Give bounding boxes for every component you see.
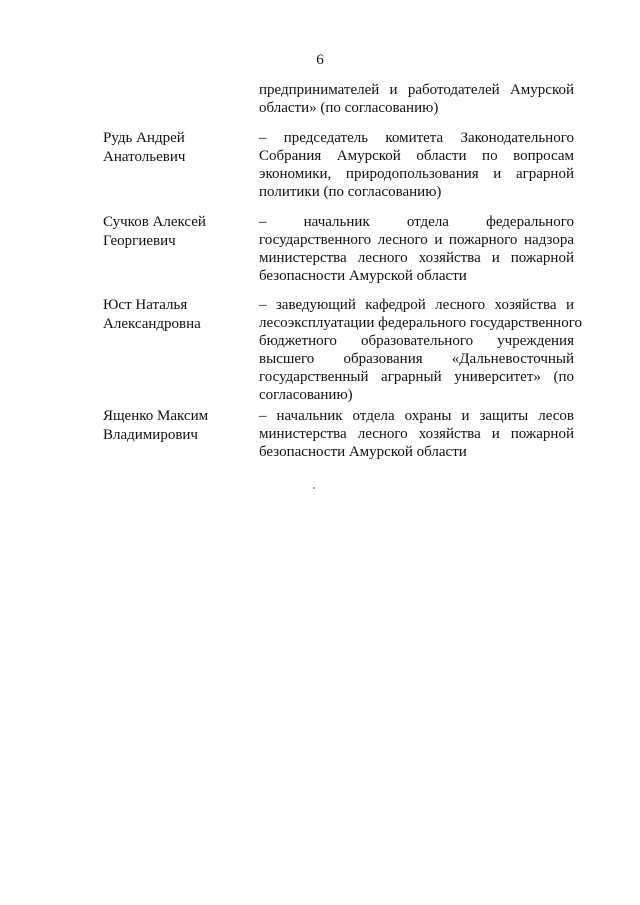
member-patronymic: Александровна: [103, 316, 201, 332]
position-line: государственного лесного и пожарного надзора: [259, 232, 574, 248]
position-line: государственный аграрный университет» (по: [259, 369, 574, 385]
position-line: политики (по согласованию): [259, 184, 442, 200]
position-line: бюджетного образовательного учреждения: [259, 333, 574, 349]
member-position: [259, 296, 582, 404]
member-name: [103, 407, 248, 445]
position-line: высшего образования «Дальневосточный: [259, 351, 574, 367]
member-surname-given: Юст Наталья: [103, 297, 188, 313]
member-surname-given: Рудь Андрей: [103, 130, 185, 146]
position-line: безопасности Амурской области: [259, 268, 467, 284]
scan-speck: [313, 487, 315, 489]
position-line: – председатель комитета Законодательного: [259, 130, 574, 146]
member-patronymic: Владимирович: [103, 427, 198, 443]
member-patronymic: Георгиевич: [103, 233, 176, 249]
member-position: [259, 129, 574, 201]
position-line: лесоэксплуатации федерального государственного: [259, 315, 582, 331]
member-position: [259, 407, 574, 461]
position-line: министерства лесного хозяйства и пожарной: [259, 250, 574, 266]
position-line: Собрания Амурской области по вопросам: [259, 148, 574, 164]
continuation-text: [259, 81, 574, 117]
position-line: министерства лесного хозяйства и пожарной: [259, 426, 574, 442]
position-line: безопасности Амурской области: [259, 444, 467, 460]
continuation-line: предпринимателей и работодателей Амурской: [259, 82, 574, 98]
position-line: – начальник отдела федерального: [259, 214, 574, 230]
position-line: – заведующий кафедрой лесного хозяйства и: [259, 297, 574, 313]
member-position: [259, 213, 574, 285]
position-line: – начальник отдела охраны и защиты лесов: [259, 408, 574, 424]
member-surname-given: Сучков Алексей: [103, 214, 206, 230]
member-name: [103, 213, 248, 251]
page-number: 6: [316, 52, 324, 68]
continuation-line: области» (по согласованию): [259, 100, 439, 116]
position-line: экономики, природопользования и аграрной: [259, 166, 574, 182]
position-line: согласованию): [259, 387, 353, 403]
member-patronymic: Анатольевич: [103, 149, 186, 165]
member-name: [103, 296, 248, 334]
member-surname-given: Ященко Максим: [103, 408, 209, 424]
member-name: [103, 129, 248, 167]
